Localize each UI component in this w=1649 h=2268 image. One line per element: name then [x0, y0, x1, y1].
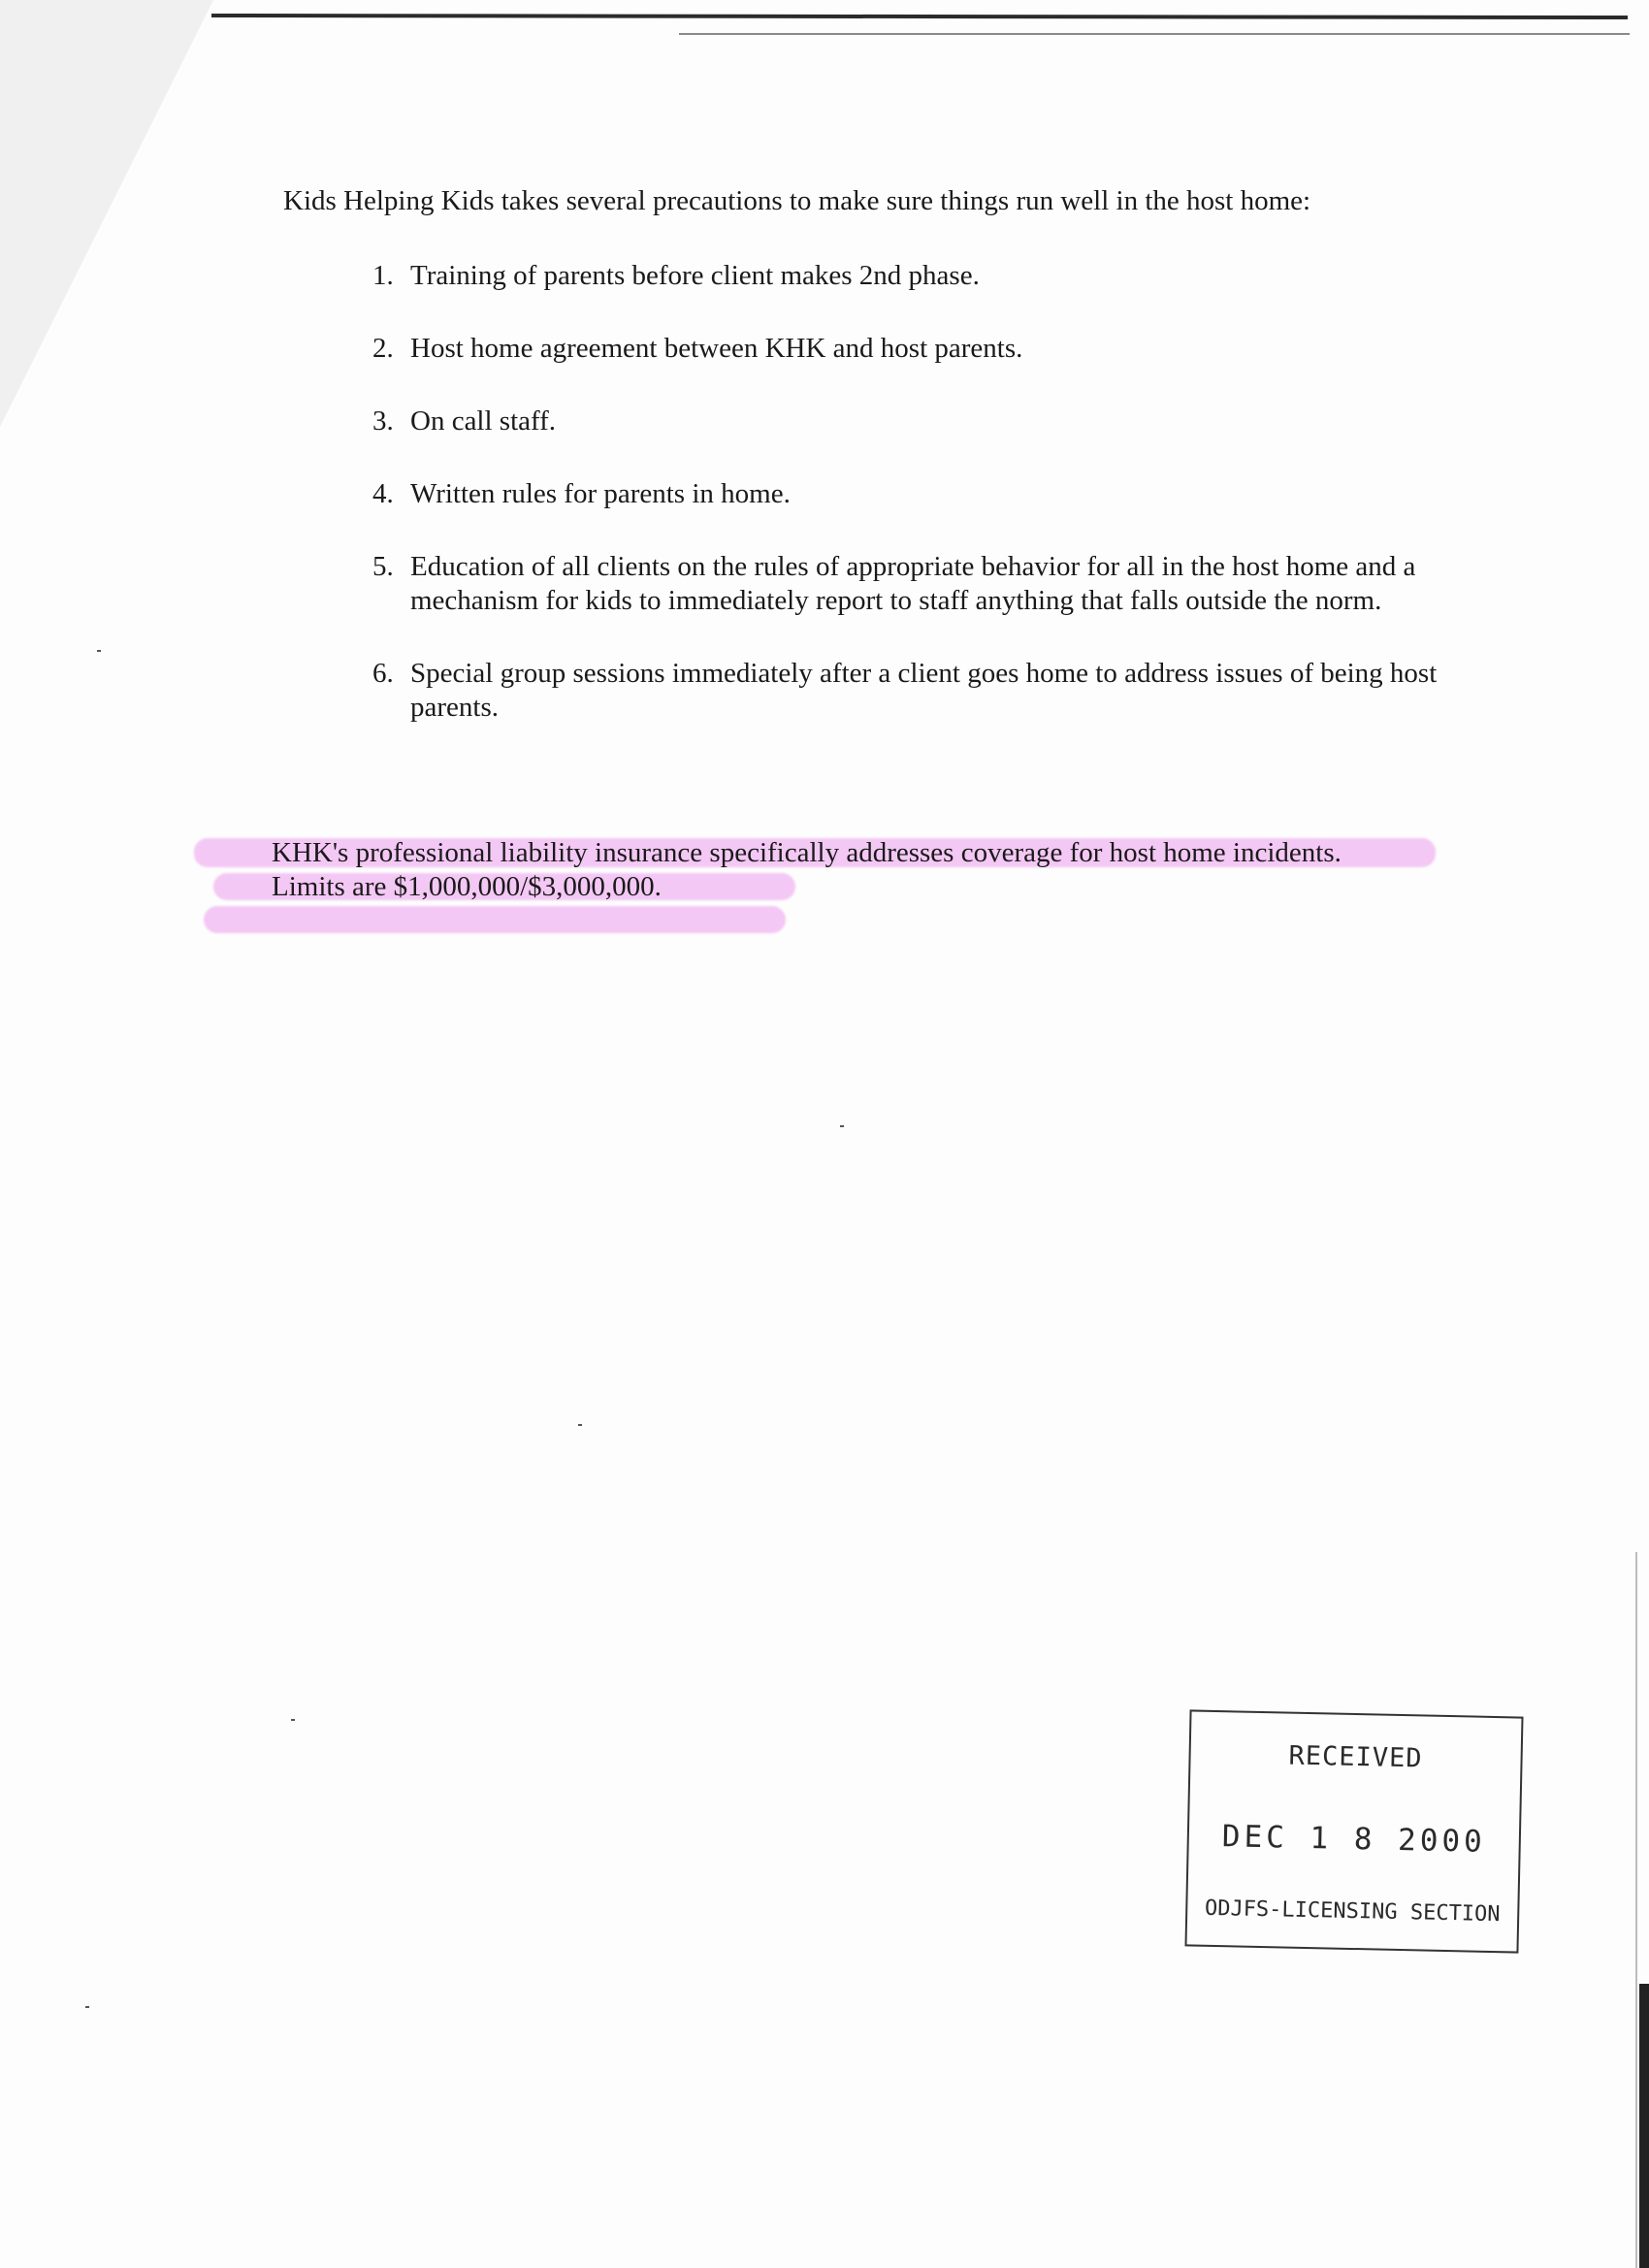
list-item-number: 4. — [372, 478, 394, 509]
list-item — [283, 477, 1438, 511]
scan-top-edge — [211, 14, 1628, 19]
stamp-date: DEC 1 8 2000 — [1221, 1819, 1487, 1860]
list-item-number: 1. — [372, 260, 394, 291]
highlighter-mark — [204, 906, 786, 933]
list-item-number: 3. — [372, 405, 394, 437]
precautions-list — [283, 259, 1438, 725]
list-item — [283, 550, 1438, 618]
scan-speck — [840, 1125, 844, 1127]
scan-right-edge-line — [1635, 1552, 1637, 2268]
list-item — [283, 332, 1438, 366]
intro-paragraph: Kids Helping Kids takes several precautions to make sure things run well in the host home: — [283, 185, 1311, 216]
scan-speck — [85, 2006, 89, 2008]
scan-speck — [578, 1424, 582, 1426]
scan-speck — [97, 650, 101, 652]
list-item — [283, 259, 1438, 293]
stamp-received-label: RECEIVED — [1288, 1740, 1423, 1774]
list-item-text: On call staff. — [410, 405, 557, 437]
list-item-text: Training of parents before client makes 2nd phase. — [410, 260, 980, 291]
insurance-coverage-text: KHK's professional liability insurance specifically addresses coverage for host home incidents. — [272, 837, 1342, 868]
insurance-note — [272, 836, 1436, 904]
list-item-text: Special group sessions immediately after a client goes home to address issues of being host parents. — [410, 658, 1438, 723]
stamp-section: ODJFS-LICENSING SECTION — [1204, 1895, 1501, 1928]
scan-speck — [291, 1719, 295, 1721]
insurance-limits-text: Limits are $1,000,000/$3,000,000. — [272, 871, 662, 902]
list-item — [283, 657, 1438, 725]
list-item-text: Education of all clients on the rules of appropriate behavior for all in the host home and a mechanism for kids to immediately report to staff anything that falls outside the norm. — [410, 551, 1416, 616]
folded-corner — [0, 0, 213, 427]
list-item-text: Host home agreement between KHK and host parents. — [410, 333, 1023, 364]
list-item-number: 2. — [372, 333, 394, 364]
list-item — [283, 405, 1438, 438]
list-item-text: Written rules for parents in home. — [410, 478, 791, 509]
scan-top-edge-shadow — [679, 33, 1630, 35]
list-item-number: 5. — [372, 551, 394, 582]
received-stamp — [1184, 1709, 1523, 1953]
list-item-number: 6. — [372, 658, 394, 689]
document-body — [283, 184, 1438, 763]
scan-right-edge — [1639, 1984, 1649, 2268]
